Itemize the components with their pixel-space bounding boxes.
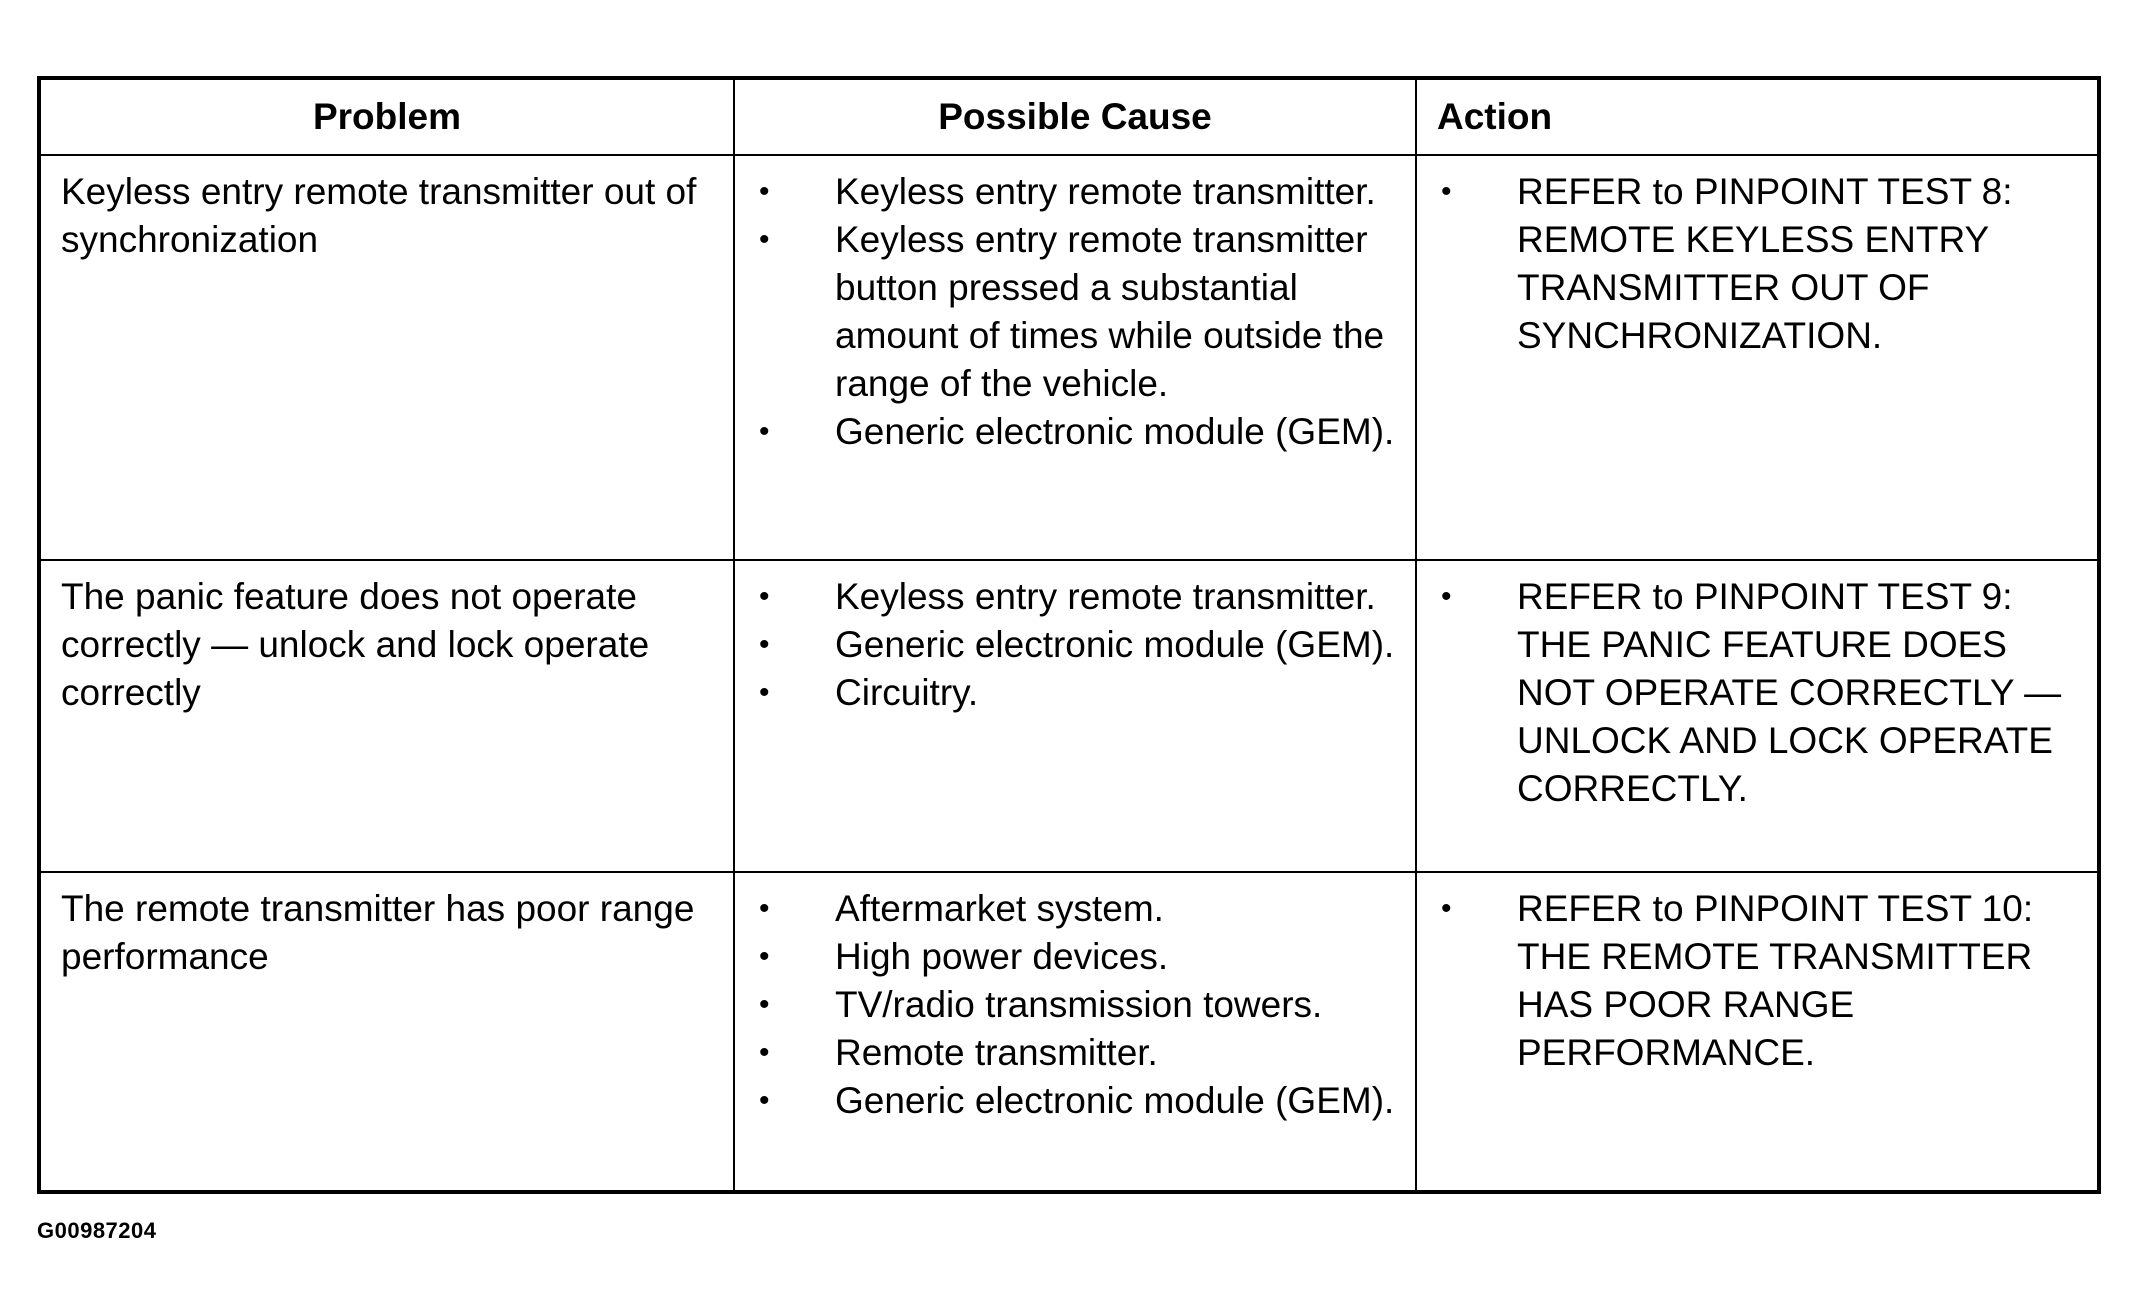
diagnosis-table-frame [37,76,2101,1194]
header-problem: Problem [41,80,734,155]
cause-text: Keyless entry remote transmitter button pressed a substantial amount of times while outside the range of the vehicle. [835,219,1385,404]
table-row [41,155,2097,560]
bullet-icon: • [759,628,770,661]
action-cell [1416,872,2097,1190]
header-action: Action [1416,80,2097,155]
cause-text: Keyless entry remote transmitter. [835,576,1376,617]
list-item [751,621,1403,669]
action-text: REFER to PINPOINT TEST 10: THE REMOTE TRANSMITTER HAS POOR RANGE PERFORMANCE. [1517,888,2034,1073]
bullet-icon: • [759,175,770,208]
bullet-icon: • [1441,175,1452,208]
list-item [751,408,1403,456]
problem-cell: Keyless entry remote transmitter out of synchronization [41,155,734,560]
action-cell [1416,560,2097,872]
action-list [1433,573,2085,813]
causes-cell [734,560,1416,872]
list-item [751,1029,1403,1077]
cause-text: High power devices. [835,936,1169,977]
action-cell [1416,155,2097,560]
bullet-icon: • [759,580,770,613]
action-list [1433,885,2085,1077]
cause-list [751,168,1403,456]
cause-text: Keyless entry remote transmitter. [835,171,1376,212]
list-item [751,1077,1403,1125]
causes-cell [734,872,1416,1190]
list-item [751,216,1403,408]
symptom-chart-table [41,80,2097,1190]
bullet-icon: • [759,988,770,1021]
action-text: REFER to PINPOINT TEST 9: THE PANIC FEATURE DOES NOT OPERATE CORRECTLY — UNLOCK AND LOCK OPERATE CORRECTLY. [1517,576,2062,809]
cause-list [751,573,1403,717]
cause-text: TV/radio transmission towers. [835,984,1323,1025]
problem-cell: The panic feature does not operate correctly — unlock and lock operate correctly [41,560,734,872]
list-item [751,669,1403,717]
cause-text: Generic electronic module (GEM). [835,624,1395,665]
problem-cell: The remote transmitter has poor range performance [41,872,734,1190]
list-item [1433,573,2085,813]
causes-cell [734,155,1416,560]
list-item [751,885,1403,933]
action-list [1433,168,2085,360]
bullet-icon: • [759,892,770,925]
header-possible-cause: Possible Cause [734,80,1416,155]
list-item [1433,168,2085,360]
cause-text: Circuitry. [835,672,979,713]
cause-list [751,885,1403,1125]
list-item [1433,885,2085,1077]
bullet-icon: • [1441,892,1452,925]
list-item [751,168,1403,216]
bullet-icon: • [759,940,770,973]
list-item [751,573,1403,621]
cause-text: Generic electronic module (GEM). [835,411,1395,452]
list-item [751,981,1403,1029]
bullet-icon: • [759,415,770,448]
figure-id-label: G00987204 [37,1218,157,1243]
list-item [751,933,1403,981]
bullet-icon: • [1441,580,1452,613]
action-text: REFER to PINPOINT TEST 8: REMOTE KEYLESS ENTRY TRANSMITTER OUT OF SYNCHRONIZATION. [1517,171,2013,356]
bullet-icon: • [759,676,770,709]
bullet-icon: • [759,1036,770,1069]
table-row [41,872,2097,1190]
bullet-icon: • [759,1084,770,1117]
cause-text: Aftermarket system. [835,888,1164,929]
bullet-icon: • [759,223,770,256]
cause-text: Generic electronic module (GEM). [835,1080,1395,1121]
cause-text: Remote transmitter. [835,1032,1158,1073]
table-header-row [41,80,2097,155]
table-row [41,560,2097,872]
